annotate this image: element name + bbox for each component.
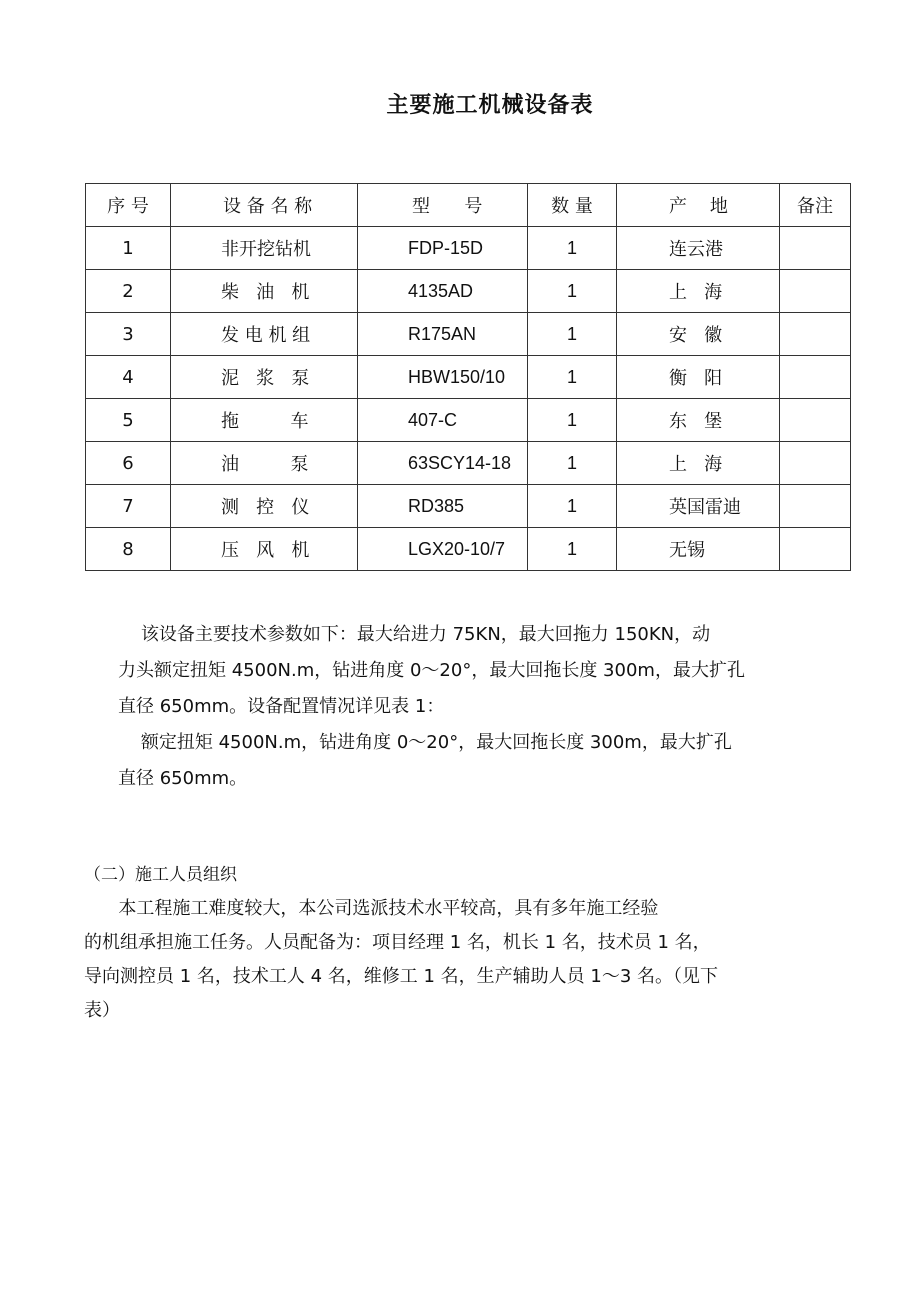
header-model: 型 号: [358, 184, 528, 227]
table-row: [86, 485, 851, 528]
table-header-row: [86, 184, 851, 227]
cell-no: 4: [86, 356, 171, 399]
cell-note: [780, 313, 851, 356]
cell-qty: 1: [528, 227, 617, 270]
cell-no: 2: [86, 270, 171, 313]
table-row: [86, 270, 851, 313]
header-no: 序 号: [86, 184, 171, 227]
cell-qty: 1: [528, 442, 617, 485]
cell-model: 4135AD: [358, 270, 528, 313]
cell-origin: 英国雷迪: [617, 485, 780, 528]
table-row: [86, 399, 851, 442]
cell-qty: 1: [528, 528, 617, 571]
cell-note: [780, 399, 851, 442]
cell-origin: 衡 阳: [617, 356, 780, 399]
cell-origin: 连云港: [617, 227, 780, 270]
cell-model: LGX20-10/7: [358, 528, 528, 571]
header-note: 备注: [780, 184, 851, 227]
cell-no: 5: [86, 399, 171, 442]
cell-model: 63SCY14-18: [358, 442, 528, 485]
cell-model: 407-C: [358, 399, 528, 442]
cell-no: 3: [86, 313, 171, 356]
cell-no: 7: [86, 485, 171, 528]
spec-repeat-paragraph: [118, 725, 838, 797]
cell-name: 油 泵: [171, 442, 358, 485]
cell-note: [780, 270, 851, 313]
cell-name: 发 电 机 组: [171, 313, 358, 356]
cell-origin: 上 海: [617, 442, 780, 485]
header-qty: 数 量: [528, 184, 617, 227]
cell-note: [780, 528, 851, 571]
cell-qty: 1: [528, 270, 617, 313]
personnel-line: 表）: [84, 1000, 120, 1021]
cell-no: 8: [86, 528, 171, 571]
cell-note: [780, 356, 851, 399]
cell-origin: 东 堡: [617, 399, 780, 442]
personnel-paragraph: [84, 892, 844, 1028]
cell-origin: 无锡: [617, 528, 780, 571]
cell-note: [780, 442, 851, 485]
cell-qty: 1: [528, 313, 617, 356]
section-heading: （二）施工人员组织: [84, 865, 237, 885]
cell-model: FDP-15D: [358, 227, 528, 270]
spec-repeat-line: 直径 650mm。: [118, 768, 248, 789]
cell-origin: 上 海: [617, 270, 780, 313]
cell-qty: 1: [528, 356, 617, 399]
page-title: 主要施工机械设备表: [386, 92, 594, 118]
cell-note: [780, 485, 851, 528]
cell-name: 泥 浆 泵: [171, 356, 358, 399]
cell-note: [780, 227, 851, 270]
header-origin: 产 地: [617, 184, 780, 227]
header-name: 设 备 名 称: [171, 184, 358, 227]
cell-qty: 1: [528, 399, 617, 442]
cell-no: 1: [86, 227, 171, 270]
cell-model: HBW150/10: [358, 356, 528, 399]
cell-name: 柴 油 机: [171, 270, 358, 313]
cell-name: 拖 车: [171, 399, 358, 442]
spec-line: 直径 650mm。设备配置情况详见表 1：: [118, 696, 445, 717]
cell-origin: 安 徽: [617, 313, 780, 356]
personnel-line: 的机组承担施工任务。人员配备为：项目经理 1 名，机长 1 名，技术员 1 名，: [84, 932, 711, 953]
personnel-line: 本工程施工难度较大，本公司选派技术水平较高，具有多年施工经验: [84, 898, 659, 919]
table-row: [86, 356, 851, 399]
cell-name: 压 风 机: [171, 528, 358, 571]
equipment-table: [85, 183, 851, 571]
cell-qty: 1: [528, 485, 617, 528]
spec-paragraph: [118, 617, 838, 725]
table-row: [86, 442, 851, 485]
cell-no: 6: [86, 442, 171, 485]
cell-name: 测 控 仪: [171, 485, 358, 528]
cell-name: 非开挖钻机: [171, 227, 358, 270]
spec-repeat-line: 额定扭矩 4500N.m，钻进角度 0～20°，最大回拖长度 300m，最大扩孔: [118, 732, 732, 753]
cell-model: RD385: [358, 485, 528, 528]
table-row: [86, 528, 851, 571]
cell-model: R175AN: [358, 313, 528, 356]
table-row: [86, 227, 851, 270]
table-row: [86, 313, 851, 356]
spec-line: 该设备主要技术参数如下：最大给进力 75KN，最大回拖力 150KN，动: [118, 624, 711, 645]
spec-line: 力头额定扭矩 4500N.m，钻进角度 0～20°，最大回拖长度 300m，最大扩孔: [118, 660, 745, 681]
personnel-line: 导向测控员 1 名，技术工人 4 名，维修工 1 名，生产辅助人员 1～3 名。（见下: [84, 966, 719, 987]
